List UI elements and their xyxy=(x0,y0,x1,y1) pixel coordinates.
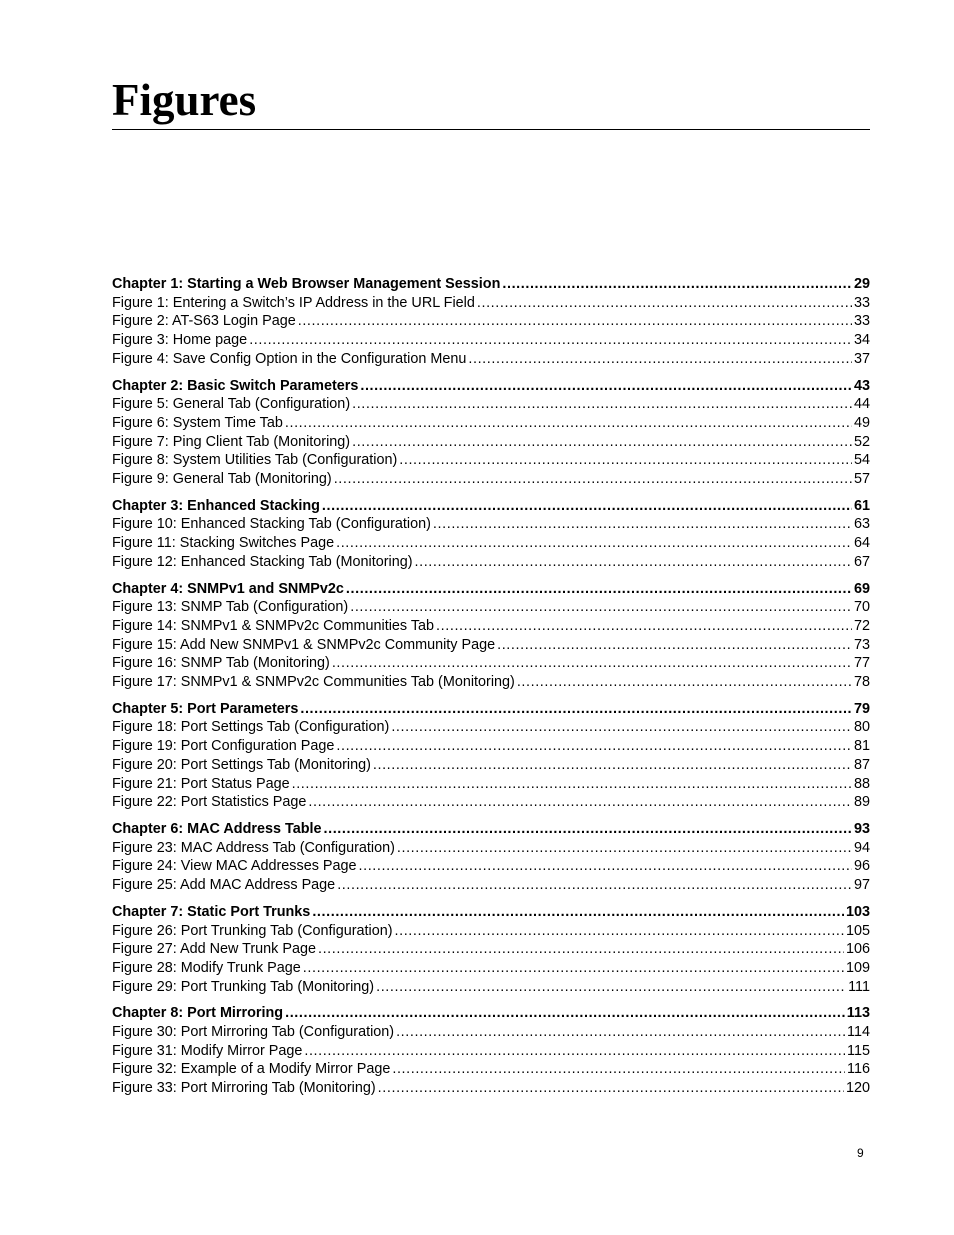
toc-section xyxy=(112,700,870,812)
page-ref: 78 xyxy=(853,674,870,691)
toc-figure-entry[interactable] xyxy=(112,857,870,876)
dot-leader xyxy=(468,350,852,369)
chapter-title: Chapter 2: Basic Switch Parameters xyxy=(112,377,359,394)
dot-leader xyxy=(376,978,846,997)
dot-leader xyxy=(378,1079,844,1098)
title-rule xyxy=(112,129,870,130)
dot-leader xyxy=(318,940,844,959)
page-ref: 103 xyxy=(845,903,870,920)
dot-leader xyxy=(298,312,852,331)
figure-title: Figure 9: General Tab (Monitoring) xyxy=(112,471,332,488)
toc-figure-entry[interactable] xyxy=(112,515,870,534)
figure-title: Figure 33: Port Mirroring Tab (Monitoring) xyxy=(112,1080,376,1097)
page-ref: 106 xyxy=(845,941,870,958)
figure-title: Figure 19: Port Configuration Page xyxy=(112,738,335,755)
toc-section xyxy=(112,377,870,489)
page-ref: 114 xyxy=(847,1024,870,1041)
figure-title: Figure 2: AT-S63 Login Page xyxy=(112,313,296,330)
toc-chapter-entry[interactable] xyxy=(112,497,870,516)
toc-figure-entry[interactable] xyxy=(112,1079,870,1098)
dot-leader xyxy=(436,617,852,636)
toc-chapter-entry[interactable] xyxy=(112,820,870,839)
dot-leader xyxy=(517,673,852,692)
dot-leader xyxy=(373,756,852,775)
toc-figure-entry[interactable] xyxy=(112,636,870,655)
toc-chapter-entry[interactable] xyxy=(112,903,870,922)
dot-leader xyxy=(303,959,844,978)
page-ref: 52 xyxy=(853,433,870,450)
dot-leader xyxy=(332,654,852,673)
figure-title: Figure 25: Add MAC Address Page xyxy=(112,877,336,894)
toc-figure-entry[interactable] xyxy=(112,1060,870,1079)
page-ref: 115 xyxy=(847,1042,870,1059)
page-ref: 70 xyxy=(853,599,870,616)
toc-figure-entry[interactable] xyxy=(112,553,870,572)
page-ref: 109 xyxy=(845,959,870,976)
page-ref: 96 xyxy=(853,858,870,875)
dot-leader xyxy=(324,820,852,839)
figure-title: Figure 31: Modify Mirror Page xyxy=(112,1042,303,1059)
figure-title: Figure 16: SNMP Tab (Monitoring) xyxy=(112,655,330,672)
page-ref: 43 xyxy=(853,377,870,394)
page-ref: 97 xyxy=(853,877,870,894)
page-ref: 72 xyxy=(853,617,870,634)
toc-figure-entry[interactable] xyxy=(112,922,870,941)
dot-leader xyxy=(391,718,852,737)
figure-title: Figure 27: Add New Trunk Page xyxy=(112,941,316,958)
toc-figure-entry[interactable] xyxy=(112,1042,870,1061)
toc-section xyxy=(112,497,870,572)
chapter-title: Chapter 1: Starting a Web Browser Management Session xyxy=(112,276,501,292)
dot-leader xyxy=(336,534,852,553)
page-ref: 73 xyxy=(853,636,870,653)
dot-leader xyxy=(502,275,852,294)
toc-figure-entry[interactable] xyxy=(112,959,870,978)
figure-title: Figure 7: Ping Client Tab (Monitoring) xyxy=(112,433,351,450)
figure-title: Figure 10: Enhanced Stacking Tab (Configuration) xyxy=(112,516,431,533)
toc-figure-entry[interactable] xyxy=(112,673,870,692)
toc-figure-entry[interactable] xyxy=(112,978,870,997)
dot-leader xyxy=(415,553,852,572)
page-ref: 49 xyxy=(853,414,870,431)
figure-title: Figure 1: Entering a Switch’s IP Address in the URL Field xyxy=(112,294,475,311)
page-ref: 63 xyxy=(853,516,870,533)
figure-title: Figure 17: SNMPv1 & SNMPv2c Communities Tab (Monitoring) xyxy=(112,674,515,691)
figure-title: Figure 4: Save Config Option in the Configuration Menu xyxy=(112,350,467,367)
toc-figure-entry[interactable] xyxy=(112,414,870,433)
page-ref: 69 xyxy=(853,580,870,597)
figure-title: Figure 11: Stacking Switches Page xyxy=(112,535,335,552)
dot-leader xyxy=(312,903,844,922)
toc-chapter-entry[interactable] xyxy=(112,700,870,719)
page-ref: 94 xyxy=(853,839,870,856)
page-ref: 64 xyxy=(853,535,870,552)
dot-leader xyxy=(397,839,852,858)
dot-leader xyxy=(285,414,852,433)
page-ref: 80 xyxy=(853,719,870,736)
toc-chapter-entry[interactable] xyxy=(112,275,870,294)
toc-section xyxy=(112,580,870,692)
figure-title: Figure 3: Home page xyxy=(112,332,248,349)
page-ref: 33 xyxy=(853,313,870,330)
toc-figure-entry[interactable] xyxy=(112,737,870,756)
toc-figure-entry[interactable] xyxy=(112,312,870,331)
figure-title: Figure 28: Modify Trunk Page xyxy=(112,959,301,976)
dot-leader xyxy=(350,598,852,617)
dot-leader xyxy=(433,515,852,534)
toc-figure-entry[interactable] xyxy=(112,775,870,794)
figure-title: Figure 12: Enhanced Stacking Tab (Monitoring) xyxy=(112,553,413,570)
toc-figure-entry[interactable] xyxy=(112,350,870,369)
toc-figure-entry[interactable] xyxy=(112,940,870,959)
toc-figure-entry[interactable] xyxy=(112,433,870,452)
dot-leader xyxy=(392,1060,845,1079)
chapter-title: Chapter 4: SNMPv1 and SNMPv2c xyxy=(112,580,344,597)
figure-title: Figure 30: Port Mirroring Tab (Configuration) xyxy=(112,1024,395,1041)
figure-title: Figure 13: SNMP Tab (Configuration) xyxy=(112,599,349,616)
figure-title: Figure 24: View MAC Addresses Page xyxy=(112,858,357,875)
dot-leader xyxy=(359,857,852,876)
dot-leader xyxy=(336,737,852,756)
toc-figure-entry[interactable] xyxy=(112,470,870,489)
figure-title: Figure 18: Port Settings Tab (Configuration) xyxy=(112,719,390,736)
toc-figure-entry[interactable] xyxy=(112,1023,870,1042)
dot-leader xyxy=(396,1023,845,1042)
figure-title: Figure 6: System Time Tab xyxy=(112,414,283,431)
figure-title: Figure 5: General Tab (Configuration) xyxy=(112,396,351,413)
dot-leader xyxy=(352,433,852,452)
dot-leader xyxy=(346,580,852,599)
dot-leader xyxy=(477,294,852,313)
page-ref: 77 xyxy=(853,655,870,672)
page-ref: 57 xyxy=(853,471,870,488)
toc-figure-entry[interactable] xyxy=(112,654,870,673)
page-ref: 105 xyxy=(845,922,870,939)
figure-title: Figure 23: MAC Address Tab (Configuration) xyxy=(112,839,395,856)
toc-figure-entry[interactable] xyxy=(112,331,870,350)
toc-figure-entry[interactable] xyxy=(112,451,870,470)
page-ref: 37 xyxy=(853,350,870,367)
page-ref: 54 xyxy=(853,452,870,469)
toc-figure-entry[interactable] xyxy=(112,756,870,775)
dot-leader xyxy=(334,470,852,489)
toc-chapter-entry[interactable] xyxy=(112,1004,870,1023)
toc-figure-entry[interactable] xyxy=(112,839,870,858)
chapter-title: Chapter 3: Enhanced Stacking xyxy=(112,497,320,514)
figure-title: Figure 20: Port Settings Tab (Monitoring) xyxy=(112,756,371,773)
chapter-title: Chapter 7: Static Port Trunks xyxy=(112,903,311,920)
toc-figure-entry[interactable] xyxy=(112,294,870,313)
table-of-figures xyxy=(112,275,870,1106)
toc-chapter-entry[interactable] xyxy=(112,580,870,599)
page-ref: 81 xyxy=(853,738,870,755)
toc-section xyxy=(112,1004,870,1098)
toc-figure-entry[interactable] xyxy=(112,718,870,737)
dot-leader xyxy=(337,876,852,895)
figure-title: Figure 26: Port Trunking Tab (Configuration) xyxy=(112,922,393,939)
page-ref: 116 xyxy=(847,1061,870,1078)
figure-title: Figure 32: Example of a Modify Mirror Page xyxy=(112,1061,391,1078)
dot-leader xyxy=(360,377,852,396)
dot-leader xyxy=(308,793,852,812)
page-ref: 33 xyxy=(853,294,870,311)
toc-figure-entry[interactable] xyxy=(112,617,870,636)
page-ref: 111 xyxy=(848,978,870,995)
page-ref: 29 xyxy=(853,276,870,292)
page-ref: 113 xyxy=(846,1005,870,1022)
dot-leader xyxy=(395,922,844,941)
dot-leader xyxy=(322,497,852,516)
toc-chapter-entry[interactable] xyxy=(112,377,870,396)
figure-title: Figure 8: System Utilities Tab (Configuration) xyxy=(112,452,398,469)
page-ref: 89 xyxy=(853,794,870,811)
page-ref: 67 xyxy=(853,553,870,570)
dot-leader xyxy=(300,700,852,719)
toc-figure-entry[interactable] xyxy=(112,598,870,617)
toc-section xyxy=(112,820,870,895)
page-ref: 93 xyxy=(853,820,870,837)
dot-leader xyxy=(497,636,852,655)
figure-title: Figure 15: Add New SNMPv1 & SNMPv2c Community Page xyxy=(112,636,496,653)
figure-title: Figure 21: Port Status Page xyxy=(112,775,290,792)
toc-figure-entry[interactable] xyxy=(112,534,870,553)
dot-leader xyxy=(399,451,852,470)
chapter-title: Chapter 6: MAC Address Table xyxy=(112,820,322,837)
page-ref: 44 xyxy=(853,396,870,413)
figure-title: Figure 29: Port Trunking Tab (Monitoring) xyxy=(112,978,375,995)
chapter-title: Chapter 8: Port Mirroring xyxy=(112,1005,284,1022)
toc-figure-entry[interactable] xyxy=(112,395,870,414)
toc-figure-entry[interactable] xyxy=(112,876,870,895)
toc-section xyxy=(112,275,870,369)
page-ref: 87 xyxy=(853,756,870,773)
dot-leader xyxy=(352,395,852,414)
dot-leader xyxy=(292,775,852,794)
dot-leader xyxy=(285,1004,845,1023)
figure-title: Figure 14: SNMPv1 & SNMPv2c Communities Tab xyxy=(112,617,435,634)
dot-leader xyxy=(249,331,852,350)
page-ref: 61 xyxy=(853,497,870,514)
page-ref: 34 xyxy=(853,332,870,349)
page-ref: 79 xyxy=(853,700,870,717)
figure-title: Figure 22: Port Statistics Page xyxy=(112,794,307,811)
dot-leader xyxy=(304,1042,845,1061)
toc-figure-entry[interactable] xyxy=(112,793,870,812)
page-title: Figures xyxy=(112,75,257,125)
page-ref: 88 xyxy=(853,775,870,792)
page-ref: 120 xyxy=(845,1080,870,1097)
chapter-title: Chapter 5: Port Parameters xyxy=(112,700,299,717)
toc-section xyxy=(112,903,870,997)
page-number: 9 xyxy=(857,1146,864,1160)
